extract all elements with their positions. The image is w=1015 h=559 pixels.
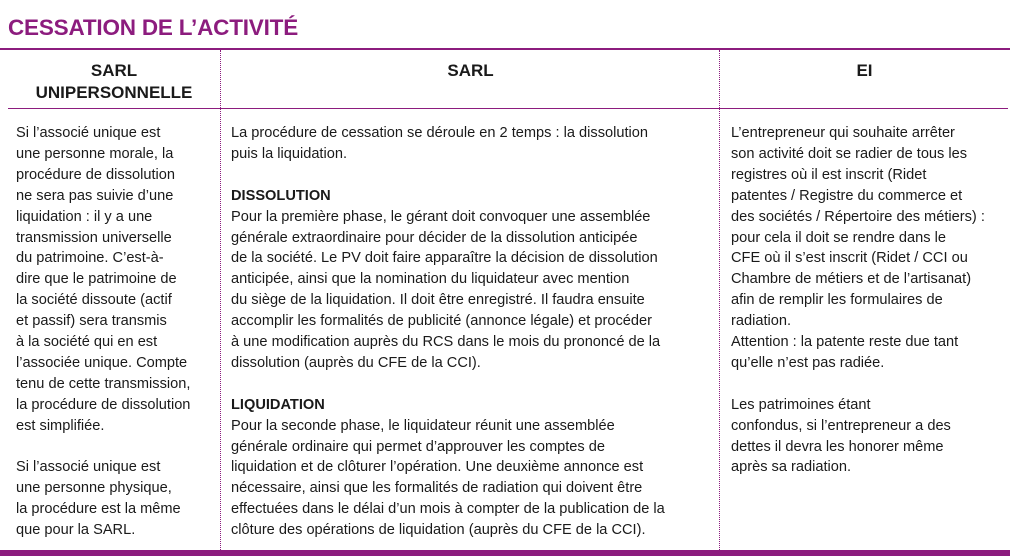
- text-line: Attention : la patente reste due tant: [731, 334, 959, 351]
- text-line: une personne physique,: [16, 480, 172, 497]
- bottom-rule: [0, 550, 1010, 556]
- header-line: UNIPERSONNELLE: [35, 83, 193, 102]
- paragraph-radiation: [731, 123, 1008, 374]
- column-divider-2: [719, 50, 720, 550]
- paragraph-intro: [231, 123, 717, 165]
- text-line: confondus, si l’entrepreneur a des: [731, 417, 951, 434]
- text-line: radiation.: [731, 313, 792, 330]
- text-line: Chambre de métiers et de l’artisanat): [731, 271, 972, 288]
- header-line: SARL: [90, 61, 138, 80]
- text-line: une personne morale, la: [16, 145, 174, 162]
- text-line: CFE où il s’est inscrit (Ridet / CCI ou: [731, 250, 968, 267]
- body-sarl: [231, 123, 717, 541]
- header-sarl: [222, 60, 719, 82]
- text-line: qu’elle n’est pas radiée.: [731, 354, 885, 371]
- text-line: du siège de la liquidation. Il doit être enregistré. Il faudra ensuite: [231, 292, 645, 309]
- text-line: dissolution (auprès du CFE de la CCI).: [231, 354, 481, 371]
- text-line: dettes il devra les honorer même: [731, 438, 944, 455]
- text-line: est simplifiée.: [16, 417, 105, 434]
- text-line: accomplir les formalités de publicité (annonce légale) et procéder: [231, 313, 653, 330]
- header-line: EI: [856, 61, 873, 80]
- text-line: Si l’associé unique est: [16, 459, 161, 476]
- page-title: CESSATION DE L’ACTIVITÉ: [8, 15, 299, 40]
- text-line: pour cela il doit se rendre dans le: [731, 229, 946, 246]
- text-line: effectuées dans le délai d’un mois à compter de la publication de la: [231, 501, 665, 518]
- header-line: SARL: [447, 61, 494, 80]
- text-line: Pour la seconde phase, le liquidateur réunit une assemblée: [231, 417, 615, 434]
- text-line: liquidation et de clôturer l’opération. Une deuxième annonce est: [231, 459, 644, 476]
- paragraph-liquidation: [231, 416, 717, 541]
- text-line: Si l’associé unique est: [16, 125, 161, 141]
- text-line: puis la liquidation.: [231, 145, 348, 162]
- text-line: de la société. Le PV doit faire apparaître la décision de dissolution: [231, 250, 658, 267]
- text-line: clôture des opérations de liquidation (auprès du CFE de la CCI).: [231, 522, 646, 539]
- header-ei: [721, 60, 1008, 82]
- text-line: générale ordinaire qui permet d’approuver les comptes de: [231, 438, 605, 455]
- text-line: Les patrimoines étant: [731, 396, 871, 413]
- text-line: Pour la première phase, le gérant doit convoquer une assemblée: [231, 208, 651, 225]
- text-line: anticipée, ainsi que la nomination du liquidateur avec mention: [231, 271, 630, 288]
- text-line: la procédure est la même: [16, 501, 181, 518]
- text-line: ne sera pas suivie d’une: [16, 187, 174, 204]
- text-line: nécessaire, ainsi que les formalités de radiation qui doivent être: [231, 480, 643, 497]
- text-line: liquidation : il y a une: [16, 208, 153, 225]
- text-line: La procédure de cessation se déroule en 2 temps : la dissolution: [231, 125, 648, 141]
- text-line: registres où il est inscrit (Ridet: [731, 166, 927, 183]
- body-ei: [731, 123, 1008, 478]
- header-rule: [8, 108, 1008, 109]
- title-rule: [0, 48, 1010, 50]
- text-line: transmission universelle: [16, 229, 172, 246]
- body-sarl-unipersonnelle: [16, 123, 218, 541]
- text-line: après sa radiation.: [731, 459, 852, 476]
- text-line: L’entrepreneur qui souhaite arrêter: [731, 125, 955, 141]
- paragraph-patrimoines: [731, 395, 1008, 479]
- heading-liquidation: LIQUIDATION: [231, 396, 325, 413]
- text-line: à une modification auprès du RCS dans le mois du prononcé de la: [231, 334, 661, 351]
- text-line: du patrimoine. C’est-à-: [16, 250, 164, 267]
- column-divider-1: [220, 50, 221, 550]
- paragraph-dissolution: [231, 207, 717, 374]
- text-line: l’associée unique. Compte: [16, 354, 188, 371]
- text-line: la société dissoute (actif: [16, 292, 172, 309]
- heading-dissolution: DISSOLUTION: [231, 187, 331, 204]
- text-line: afin de remplir les formulaires de: [731, 292, 943, 309]
- text-line: tenu de cette transmission,: [16, 375, 191, 392]
- paragraph-personne-morale: [16, 123, 218, 437]
- text-line: des sociétés / Répertoire des métiers) :: [731, 208, 985, 225]
- text-line: dire que le patrimoine de: [16, 271, 177, 288]
- paragraph-personne-physique: [16, 457, 218, 541]
- text-line: générale extraordinaire pour décider de la dissolution anticipée: [231, 229, 638, 246]
- text-line: procédure de dissolution: [16, 166, 176, 183]
- text-line: son activité doit se radier de tous les: [731, 145, 968, 162]
- text-line: que pour la SARL.: [16, 522, 136, 539]
- text-line: la procédure de dissolution: [16, 396, 191, 413]
- text-line: et passif) sera transmis: [16, 313, 167, 330]
- text-line: à la société qui en est: [16, 334, 158, 351]
- text-line: patentes / Registre du commerce et: [731, 187, 963, 204]
- header-sarl-unipersonnelle: [8, 60, 220, 104]
